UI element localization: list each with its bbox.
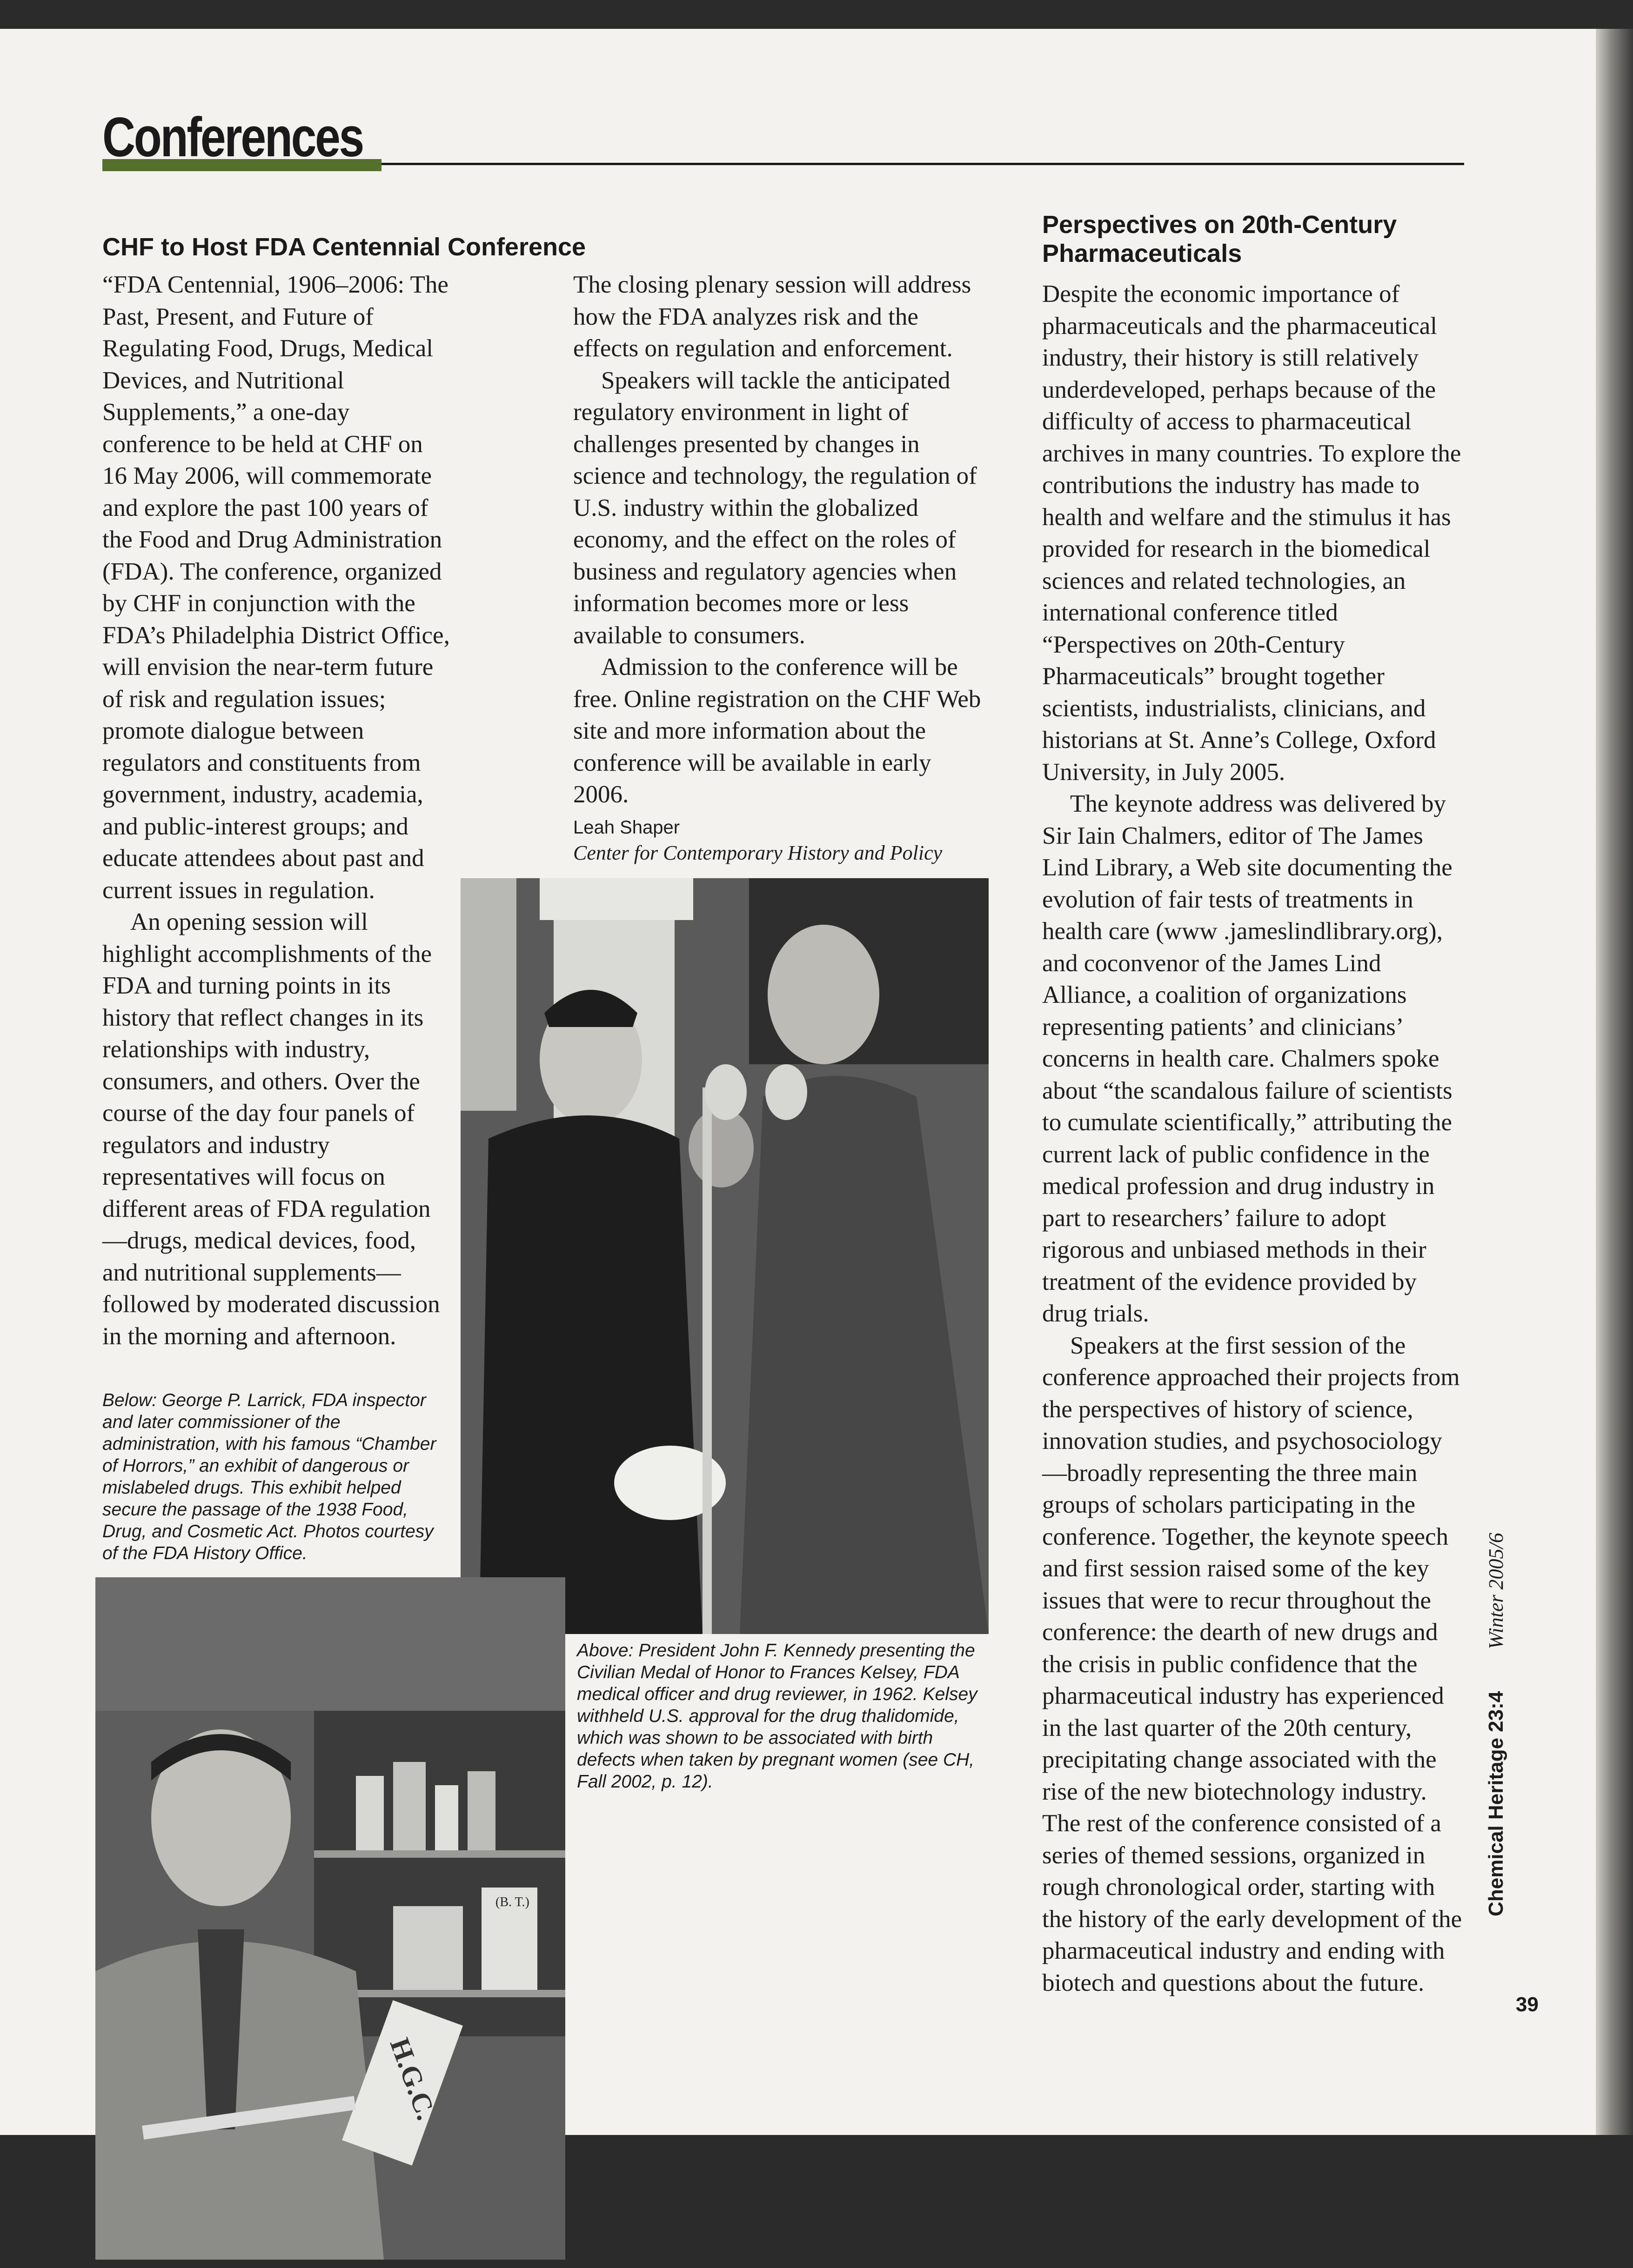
paragraph: Admission to the conference will be free. Online registration on the CHF Web site and more information about the conference will be available in early 2006. (573, 654, 981, 808)
running-footer (1484, 1533, 1508, 1916)
issue-season: Winter 2005/6 (1485, 1533, 1507, 1649)
bottle-label: H.G.C. (384, 2034, 442, 2124)
author-affiliation: Center for Contemporary History and Policy (573, 841, 943, 864)
article2-column (1042, 278, 1466, 1999)
kennedy-photo-illustration (461, 878, 989, 1634)
box-label: (B. T.) (495, 1895, 529, 1909)
paragraph: Speakers at the first session of the conference approached their projects from the perspectives of history of science, innovation studies, and psychosociology—broadly representing the three main groups of scholars participating in the conference. Together, the keynote speech and first session raised some of the key issues that were to recur throughout the conference: the dearth of new drugs and the crisis in public confidence that the pharmaceutical industry has experienced in the last quarter of the 20th century, precipitating change associated with the rise of the new biotechnology industry. The rest of the conference consisted of a series of themed sessions, organized in rough chronological order, starting with the history of the early development of the pharmaceutical industry and ending with biotech and questions about the future. (1042, 1332, 1462, 1996)
author-name: Leah Shaper (573, 817, 680, 838)
paragraph: The closing plenary session will address how the FDA analyzes risk and the effects on regulation and enforcement. (573, 271, 971, 362)
paragraph: Speakers will tackle the anticipated regulatory environment in light of challenges presented by changes in science and technology, the regulation of U.S. industry within the globalized economy, and the effect on the roles of business and regulatory agencies when information becomes more or less available to consumers. (573, 367, 977, 649)
larrick-photo (95, 1577, 565, 2126)
paragraph: The keynote address was delivered by Sir Iain Chalmers, editor of The James Lind Library, a Web site documenting the evolution of fair tests of treatments in health care (www .jameslindlibrary.org), and coconvenor of the James Lind Alliance, a coalition of organizations representing patients’ and clinicians’ concerns in health care. Chalmers spoke about “the scandalous failure of scientists to cumulate scientifically,” attributing the current lack of public confidence in the medical profession and drug industry in part to researchers’ failure to adopt rigorous and unbiased methods in their treatment of the evidence provided by drug trials. (1042, 790, 1452, 1327)
paragraph: “FDA Centennial, 1906–2006: The Past, Present, and Future of Regulating Food, Drugs, Medical Devices, and Nutritional Supplements,” a one-day conference to be held at CHF on 16 May 2006, will commemorate and explore the past 100 years of the Food and Drug Administration (FDA). The conference, organized by CHF in conjunction with the FDA’s Philadelphia District Office, will envision the near-term future of risk and regulation issues; promote dialogue between regulators and constituents from government, industry, academia, and public-interest groups; and educate attendees about past and current issues in regulation. (102, 271, 450, 904)
section-title: Conferences (102, 106, 363, 168)
page-edge (1596, 29, 1633, 2135)
paragraph: An opening session will highlight accomplishments of the FDA and turning points in its history that reflect changes in its relationships with industry, consumers, and others. Over the course of the day four panels of regulators and industry representatives will focus on different areas of FDA regulation—drugs, medical devices, food, and nutritional supplements—followed by moderated discussion in the morning and afternoon. (102, 908, 440, 1350)
magazine-issue: Chemical Heritage 23:4 (1485, 1691, 1507, 1916)
page-number: 39 (1516, 1993, 1539, 2016)
article1-headline: CHF to Host FDA Centennial Conference (102, 233, 586, 261)
article1-column1 (102, 269, 529, 2126)
paragraph: Despite the economic importance of pharmaceuticals and the pharmaceutical industry, their history is still relatively underdeveloped, perhaps because of the difficulty of access to pharmaceutical archives in many countries. To explore the contributions the industry has made to health and welfare and the stimulus it has provided for research in the biomedical sciences and related technologies, an international conference titled “Perspectives on 20th-Century Pharmaceuticals” brought together scientists, industrialists, clinicians, and historians at St. Anne’s College, Oxford University, in July 2005. (1042, 280, 1461, 786)
header-rule (381, 163, 1464, 165)
larrick-photo-caption: Below: George P. Larrick, FDA inspector and later commissioner of the administration, with his famous “Chamber of Horrors,” an exhibit of dangerous or mislabeled drugs. This exhibit helped secure the passage of the 1938 Food, Drug, and Cosmetic Act. Photos courtesy of the FDA History Office. (102, 1390, 436, 1563)
article1-column2 (573, 269, 990, 866)
kennedy-kelsey-photo (461, 878, 989, 1634)
larrick-photo-illustration (95, 1711, 565, 2260)
article2-headline: Perspectives on 20th-Century Pharmaceuticals (1042, 211, 1397, 267)
kennedy-photo-caption: Above: President John F. Kennedy presenting the Civilian Medal of Honor to Frances Kelsey, FDA medical officer and drug reviewer, in 1962. Kelsey withheld U.S. approval for the drug thalidomide, which was shown to be associated with birth defects when taken by pregnant women (see CH, Fall 2002, p. 12). (577, 1641, 977, 1792)
